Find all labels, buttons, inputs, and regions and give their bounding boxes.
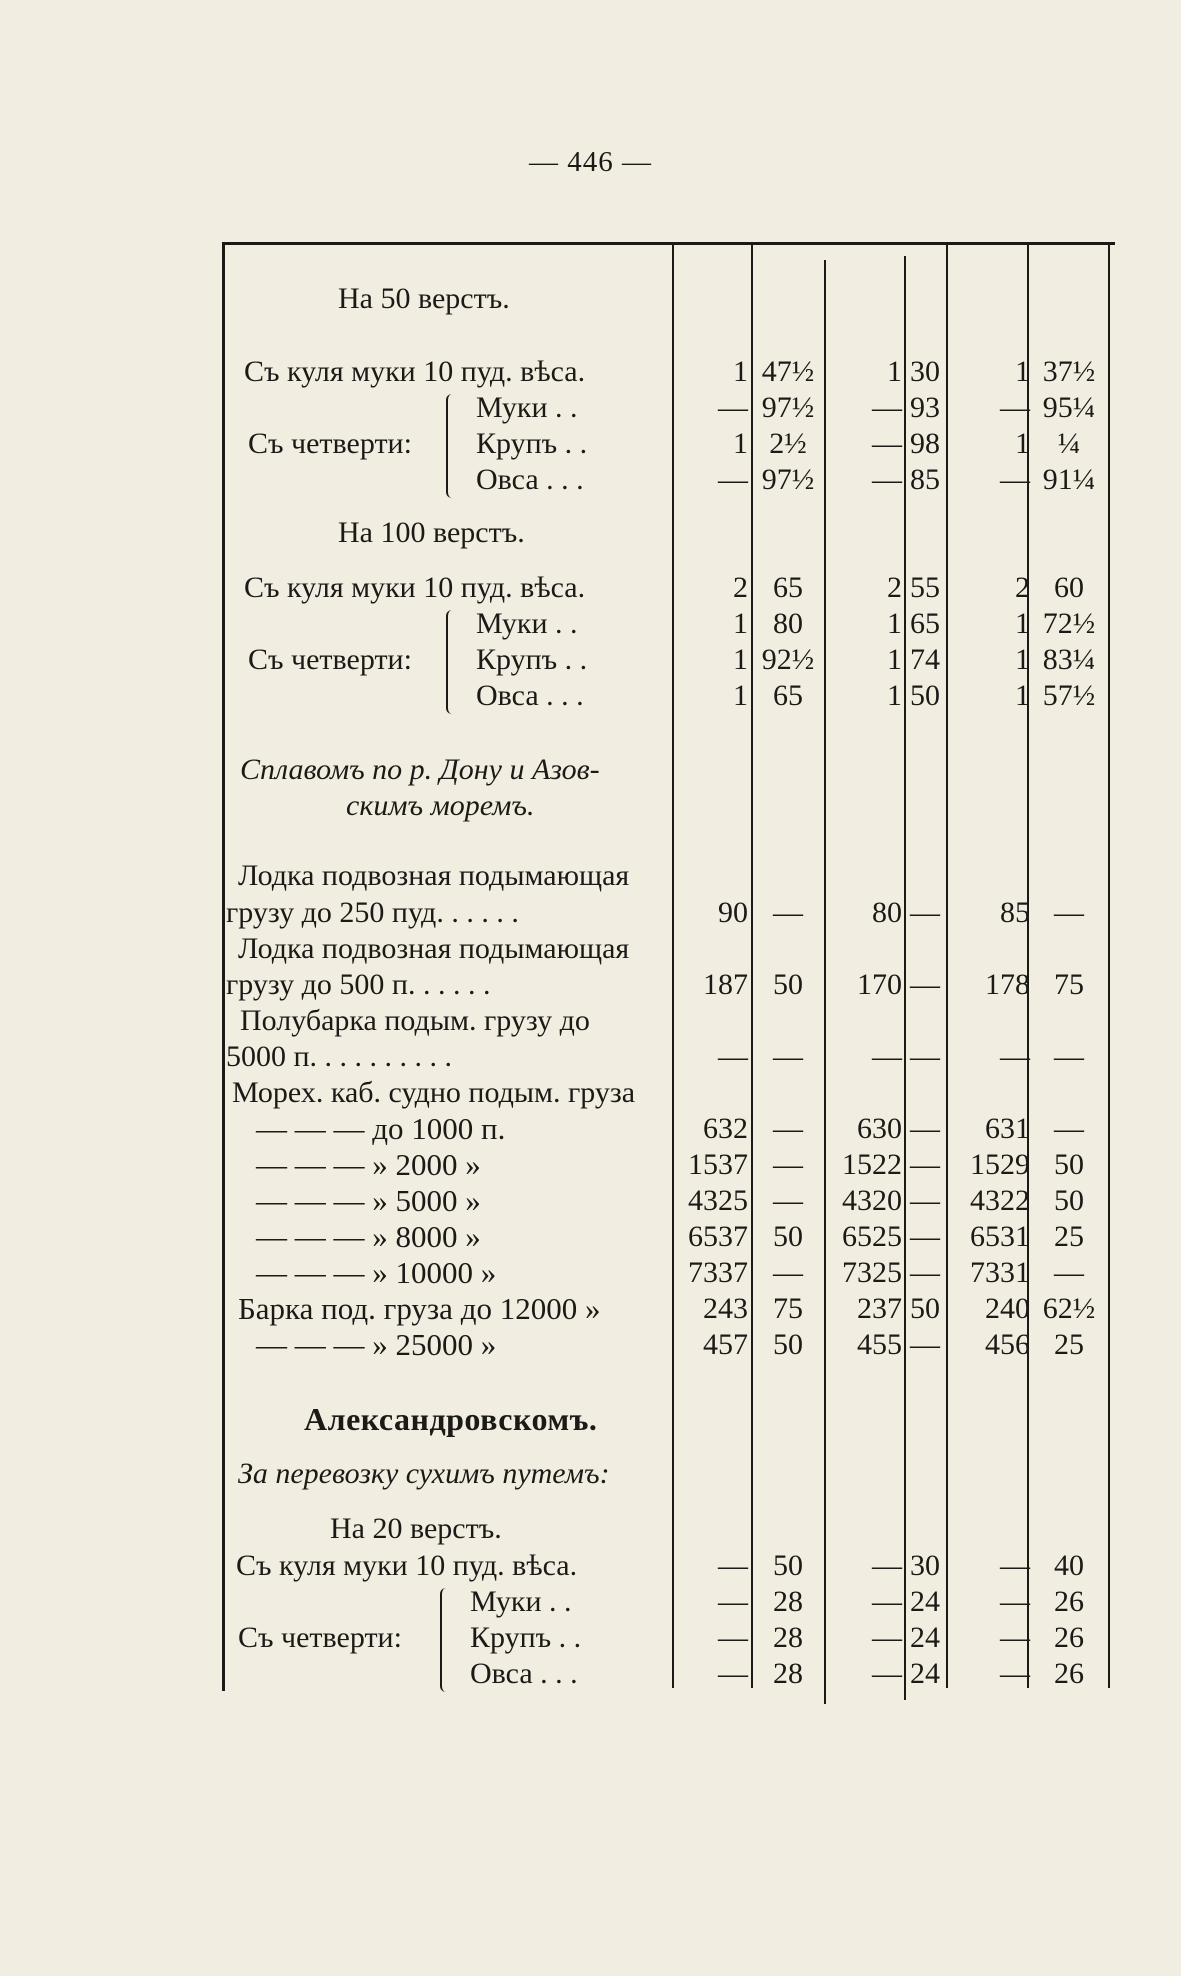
cell: —	[910, 1040, 940, 1073]
row-label: — — — » 8000 »	[256, 1219, 481, 1254]
row-label: Полубарка подым. грузу до	[240, 1004, 590, 1037]
cell: —	[1000, 391, 1030, 424]
cell: 1	[1015, 679, 1030, 712]
table-row	[0, 1327, 1181, 1363]
cell: —	[1054, 1256, 1084, 1289]
cell: 187	[703, 968, 748, 1001]
cell: —	[718, 1585, 748, 1618]
cell: 28	[773, 1657, 803, 1690]
cell: 50	[773, 1220, 803, 1253]
cell: 7325	[842, 1256, 902, 1289]
cell: 47½	[761, 355, 815, 388]
row-label: Крупъ . .	[470, 1621, 582, 1654]
cell: —	[718, 1549, 748, 1582]
cell: 65	[773, 679, 803, 712]
cell: 30	[910, 355, 940, 388]
cell: —	[1000, 1657, 1030, 1690]
cell: 24	[910, 1585, 940, 1618]
table-row	[0, 570, 1181, 606]
section-heading	[0, 788, 1181, 824]
cell: 26	[1054, 1657, 1084, 1690]
section-heading	[0, 1511, 1181, 1547]
cell: —	[872, 1585, 902, 1618]
row-label-prefix: Съ четверти:	[248, 427, 412, 460]
cell: —	[910, 1184, 940, 1217]
row-label: Съ куля муки 10 пуд. вѣса.	[236, 1549, 578, 1582]
row-label: Барка под. груза до 12000 »	[238, 1291, 601, 1326]
cell: —	[773, 1184, 803, 1217]
cell: 4325	[688, 1184, 748, 1217]
cell: 30	[910, 1549, 940, 1582]
cell: —	[1054, 1040, 1084, 1073]
cell: —	[718, 391, 748, 424]
section-subheading	[0, 1456, 1181, 1492]
cell: —	[872, 463, 902, 496]
cell: 95¼	[1042, 391, 1096, 424]
row-label: — — — до 1000 п.	[256, 1111, 506, 1146]
cell: —	[718, 1657, 748, 1690]
row-label: Крупъ . .	[476, 427, 588, 460]
table-row	[0, 462, 1181, 498]
cell: 1	[887, 679, 902, 712]
section-title: Александровскомъ.	[304, 1401, 598, 1437]
cell: 1	[887, 355, 902, 388]
cell: 2	[1015, 571, 1030, 604]
row-label-line	[0, 858, 1181, 894]
table-row	[0, 1039, 1181, 1075]
table-row	[0, 606, 1181, 642]
cell: 1	[1015, 607, 1030, 640]
cell: 72½	[1042, 607, 1096, 640]
cell: 93	[910, 391, 940, 424]
table-row	[0, 678, 1181, 714]
cell: 4320	[842, 1184, 902, 1217]
cell: 50	[910, 679, 940, 712]
row-label: — — — » 25000 »	[256, 1327, 497, 1362]
cell: 1	[733, 679, 748, 712]
cell: 50	[1054, 1148, 1084, 1181]
cell: —	[718, 463, 748, 496]
cell: 97½	[761, 463, 815, 496]
cell: —	[872, 1621, 902, 1654]
cell: 50	[773, 1549, 803, 1582]
cell: 1	[887, 607, 902, 640]
cell: 80	[872, 896, 902, 929]
cell: 1529	[970, 1148, 1030, 1181]
cell: 1537	[688, 1148, 748, 1181]
cell: 98	[910, 427, 940, 460]
cell: —	[910, 1148, 940, 1181]
cell: 26	[1054, 1621, 1084, 1654]
row-label: Морех. каб. судно подым. груза	[232, 1076, 636, 1109]
cell: 1	[1015, 427, 1030, 460]
cell: 1522	[842, 1148, 902, 1181]
cell: 65	[773, 571, 803, 604]
cell: 6531	[970, 1220, 1030, 1253]
row-label-prefix: Съ четверти:	[248, 643, 412, 676]
cell: —	[910, 896, 940, 929]
cell: 50	[773, 968, 803, 1001]
cell: 24	[910, 1621, 940, 1654]
section-heading	[0, 281, 1181, 317]
row-label: Овса . . .	[476, 463, 584, 496]
cell: 7331	[970, 1256, 1030, 1289]
section-title: На 20 верстъ.	[330, 1512, 502, 1545]
cell: 80	[773, 607, 803, 640]
cell: 50	[1054, 1184, 1084, 1217]
cell: 456	[985, 1328, 1030, 1361]
row-label: — — — » 10000 »	[256, 1255, 497, 1290]
cell: —	[910, 1328, 940, 1361]
cell: 1	[733, 643, 748, 676]
cell: 85	[1000, 896, 1030, 929]
cell: 91¼	[1042, 463, 1096, 496]
cell: 28	[773, 1621, 803, 1654]
row-label: Муки . .	[470, 1585, 572, 1618]
table-row	[0, 390, 1181, 426]
cell: 1	[1015, 643, 1030, 676]
cell: 40	[1054, 1549, 1084, 1582]
row-label: Муки . .	[476, 391, 578, 424]
cell: 97½	[761, 391, 815, 424]
cell: —	[773, 1040, 803, 1073]
cell: —	[1000, 1040, 1030, 1073]
cell: —	[1000, 1549, 1030, 1582]
cell: 1	[733, 607, 748, 640]
cell: 60	[1054, 571, 1084, 604]
table-row	[0, 354, 1181, 390]
cell: —	[773, 1112, 803, 1145]
cell: 2	[733, 571, 748, 604]
cell: 457	[703, 1328, 748, 1361]
cell: 2½	[769, 427, 807, 460]
cell: —	[1000, 1621, 1030, 1654]
cell: 1	[733, 427, 748, 460]
row-label: 5000 п. . . . . . . . . .	[226, 1040, 453, 1073]
table-row	[0, 1620, 1181, 1656]
row-label: Овса . . .	[470, 1657, 578, 1690]
table-row	[0, 895, 1181, 931]
row-label-line	[0, 1003, 1181, 1039]
table-row	[0, 1291, 1181, 1327]
table-row	[0, 1219, 1181, 1255]
cell: 92½	[761, 643, 815, 676]
row-label: — — — » 5000 »	[256, 1183, 481, 1218]
row-label-prefix: Съ четверти:	[238, 1621, 402, 1654]
page-number: — 446 —	[529, 146, 652, 178]
table-row	[0, 642, 1181, 678]
section-title: скимъ моремъ.	[346, 789, 535, 822]
row-label: Крупъ . .	[476, 643, 588, 676]
row-label: Муки . .	[476, 607, 578, 640]
cell: 6525	[842, 1220, 902, 1253]
cell: —	[1000, 1585, 1030, 1618]
cell: 74	[910, 643, 940, 676]
cell: —	[872, 1657, 902, 1690]
table-row	[0, 1183, 1181, 1219]
table-row	[0, 1255, 1181, 1291]
cell: —	[718, 1621, 748, 1654]
cell: —	[872, 391, 902, 424]
cell: 237	[857, 1292, 902, 1325]
table-row	[0, 1656, 1181, 1692]
cell: 50	[910, 1292, 940, 1325]
cell: 2	[887, 571, 902, 604]
row-label: грузу до 250 пуд. . . . . .	[226, 896, 519, 929]
section-heading	[0, 1401, 1181, 1437]
cell: —	[773, 896, 803, 929]
row-label: Лодка подвозная подымающая	[238, 859, 630, 892]
row-label-line	[0, 931, 1181, 967]
cell: —	[872, 1040, 902, 1073]
cell: 243	[703, 1292, 748, 1325]
cell: 75	[1054, 968, 1084, 1001]
section-title: На 50 верстъ.	[338, 282, 510, 315]
cell: 170	[857, 968, 902, 1001]
cell: 178	[985, 968, 1030, 1001]
cell: 62½	[1042, 1292, 1096, 1325]
table-row	[0, 426, 1181, 462]
cell: —	[1054, 896, 1084, 929]
cell: —	[910, 1112, 940, 1145]
table-row	[0, 1111, 1181, 1147]
row-label: — — — » 2000 »	[256, 1147, 481, 1182]
table-row	[0, 1147, 1181, 1183]
section-title: На 100 верстъ.	[338, 516, 525, 549]
cell: 55	[910, 571, 940, 604]
cell: 1	[887, 643, 902, 676]
cell: 240	[985, 1292, 1030, 1325]
row-label: грузу до 500 п. . . . . .	[226, 968, 491, 1001]
cell: 6537	[688, 1220, 748, 1253]
row-label: Лодка подвозная подымающая	[238, 932, 630, 965]
cell: —	[1054, 1112, 1084, 1145]
cell: ¼	[1057, 427, 1081, 460]
cell: 630	[857, 1112, 902, 1145]
cell: 632	[703, 1112, 748, 1145]
cell: 75	[773, 1292, 803, 1325]
cell: 4322	[970, 1184, 1030, 1217]
section-heading	[0, 752, 1181, 788]
cell: 83¼	[1042, 643, 1096, 676]
table-row	[0, 1548, 1181, 1584]
cell: 37½	[1042, 355, 1096, 388]
table-row	[0, 1584, 1181, 1620]
cell: 1	[733, 355, 748, 388]
row-label: Овса . . .	[476, 679, 584, 712]
section-heading	[0, 515, 1181, 551]
cell: —	[718, 1040, 748, 1073]
cell: 1	[1015, 355, 1030, 388]
cell: 25	[1054, 1220, 1084, 1253]
row-label: Съ куля муки 10 пуд. вѣса.	[244, 571, 586, 604]
cell: 26	[1054, 1585, 1084, 1618]
cell: —	[910, 1220, 940, 1253]
section-subtitle: За перевозку сухимъ путемъ:	[238, 1457, 610, 1490]
cell: 25	[1054, 1328, 1084, 1361]
cell: 65	[910, 607, 940, 640]
cell: —	[910, 968, 940, 1001]
cell: 28	[773, 1585, 803, 1618]
cell: 90	[718, 896, 748, 929]
row-label-line	[0, 1075, 1181, 1111]
cell: 57½	[1042, 679, 1096, 712]
cell: 85	[910, 463, 940, 496]
cell: 631	[985, 1112, 1030, 1145]
cell: —	[1000, 463, 1030, 496]
cell: 50	[773, 1328, 803, 1361]
cell: —	[773, 1256, 803, 1289]
cell: 455	[857, 1328, 902, 1361]
row-label: Съ куля муки 10 пуд. вѣса.	[244, 355, 586, 388]
cell: —	[872, 427, 902, 460]
cell: —	[910, 1256, 940, 1289]
cell: —	[872, 1549, 902, 1582]
cell: —	[773, 1148, 803, 1181]
section-title: Сплавомъ по р. Дону и Азов-	[240, 753, 600, 786]
cell: 24	[910, 1657, 940, 1690]
cell: 7337	[688, 1256, 748, 1289]
table-row	[0, 967, 1181, 1003]
